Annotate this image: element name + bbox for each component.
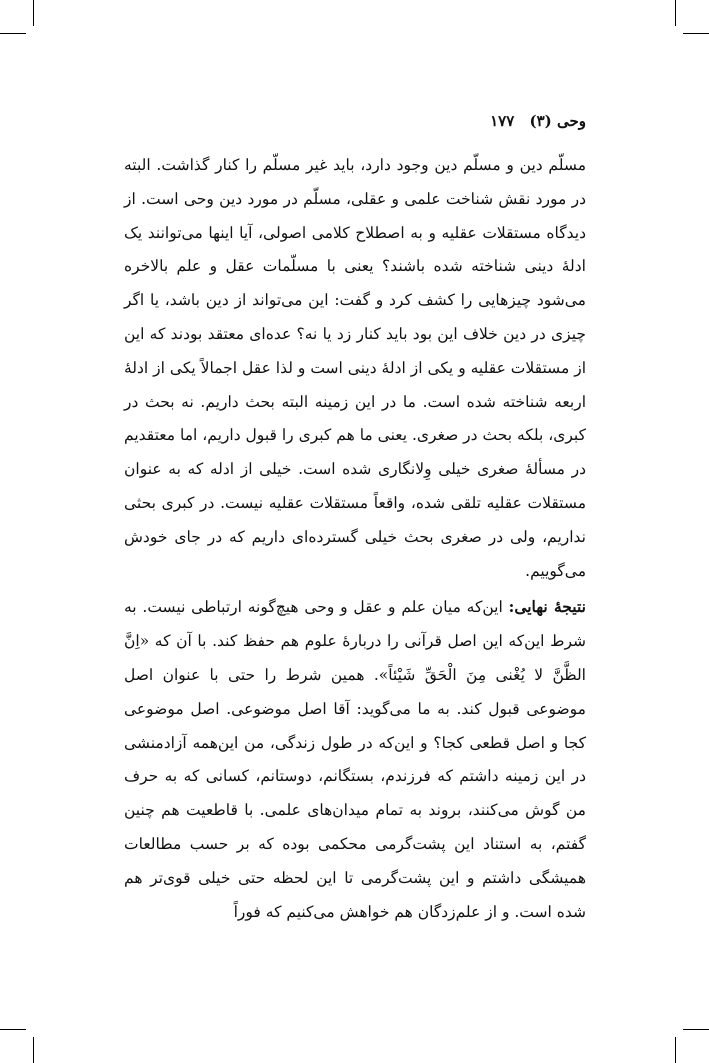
paragraph-2 [124,590,586,929]
crop-mark-bottom-right-vertical [675,1037,676,1063]
running-head-title: وحی (۳) [529,112,586,130]
paragraph-1-text: مسلّم دین و مسلّم دین وجود دارد، باید غیر مسلّم را کنار گذاشت. البته در مورد نقش شناخت علمی و عقلی، مسلّم در مورد دین وحی است. از دیدگاه مستقلات عقلیه و به اصطلاح کلامی اصولی، آیا اینها می‌توانند یک ادلهٔ دینی شناخته شده باشند؟ یعنی با مسلّمات عقل و علم بالاخره می‌شود چیزهایی را کشف کرد و گفت: این می‌تواند از دین باشد، یا اگر چیزی در دین خلاف این بود باید کنار زد یا نه؟ عده‌ای معتقد بودند که این از مستقلات عقلیه و یکی از ادلهٔ دینی است و لذا عقل اجمالاً یکی از ادلهٔ اربعه شناخته شده است. ما در این زمینه البته بحث داریم. نه بحث در کبری، بلکه بحث در صغری. یعنی ما هم کبری را قبول داریم، اما معتقدیم در مسألهٔ صغری خیلی وِلانگاری شده است. خیلی از ادله که به عنوان مستقلات عقلیه تلقی شده، واقعاً مستقلات عقلیه نیست. در کبری بحثی نداریم، ولی در صغری بحث خیلی گسترده‌ای داریم که در جای خودش می‌گوییم. [124,156,586,580]
body-text [124,149,586,929]
paragraph-1 [124,149,586,588]
crop-mark-top-right-vertical [675,0,676,26]
running-head [124,109,586,133]
crop-mark-bottom-right-horizontal [683,1029,709,1030]
crop-mark-top-left-horizontal [0,33,26,34]
crop-mark-top-right-horizontal [683,33,709,34]
crop-mark-top-left-vertical [33,0,34,26]
crop-mark-bottom-left-horizontal [0,1029,26,1030]
paragraph-2-lead: نتیجهٔ نهایی: [508,597,586,617]
paragraph-2-text: این‌که میان علم و عقل و وحی هیچ‌گونه ارتباطی نیست. به شرط این‌که این اصل قرآنی را دربارهٔ علوم هم حفظ کند. با آن که «اِنَّ الظَّنَّ لا یُغْنی مِنَ الْحَقِّ شَیْئاً». همین شرط را حتی با عنوان اصل موضوعی قبول کند. به ما می‌گوید: آقا اصل موضوعی. اصل موضوعی کجا و اصل قطعی کجا؟ و این‌که در طول زندگی، من این‌همه آزادمنشی در این زمینه داشتم که فرزندم، بستگانم، دوستانم، کسانی که به حرف من گوش می‌کنند، بروند به تمام میدان‌های علمی. با قاطعیت هم چنین گفتم، به استناد این پشت‌گرمی محکمی بوده که بر حسب مطالعات همیشگی داشتم و این پشت‌گرمی تا این لحظه حتی خیلی قوی‌تر هم شده است. و از علم‌زدگان هم خواهش می‌کنیم که فوراً [124,598,586,921]
page-number: ۱۷۷ [490,112,515,130]
crop-mark-bottom-left-vertical [33,1037,34,1063]
